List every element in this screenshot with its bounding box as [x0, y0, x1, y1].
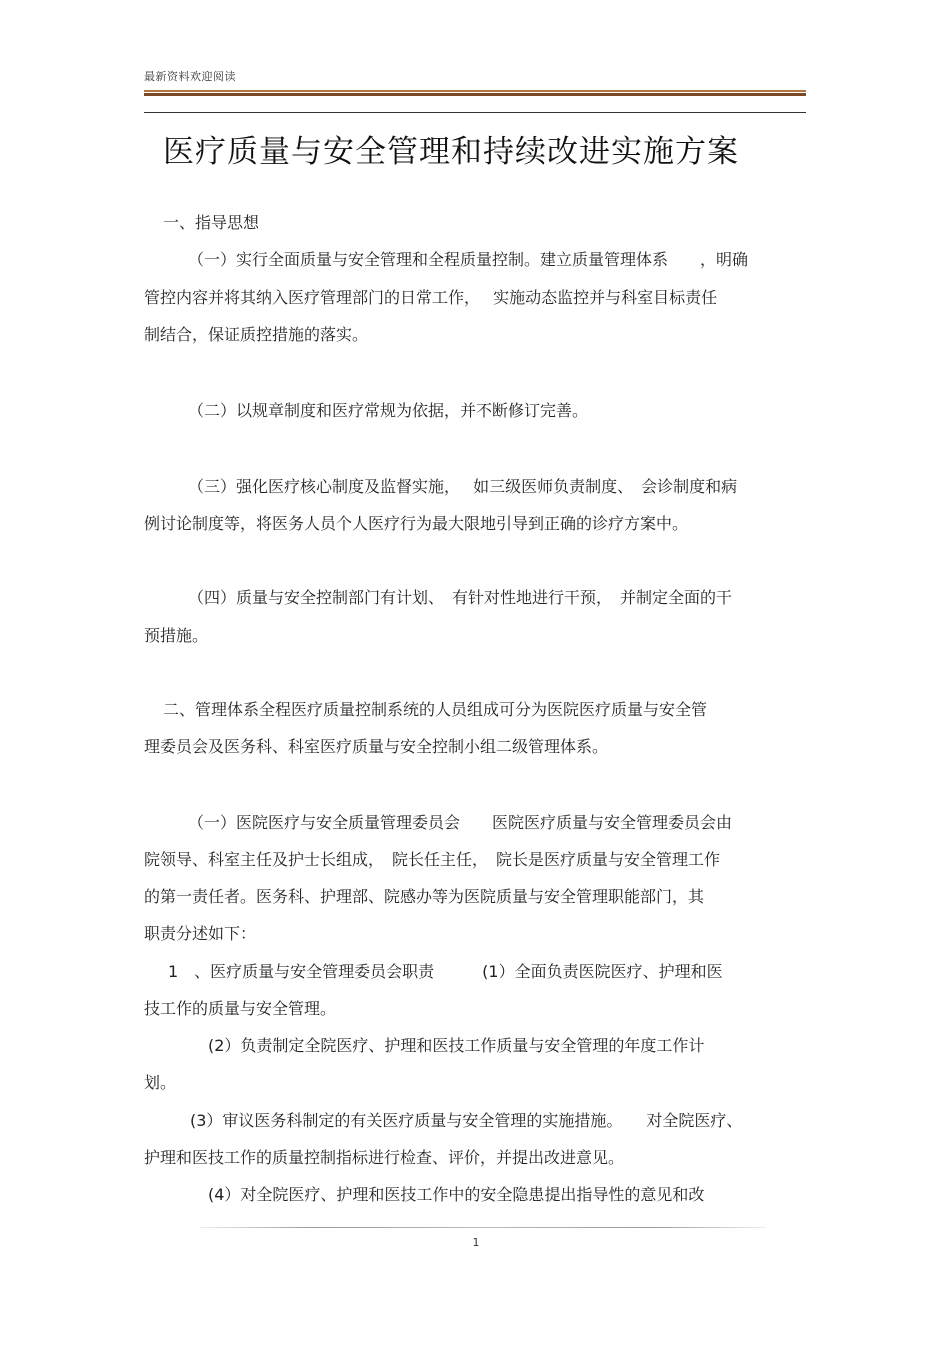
paragraph-line: 管控内容并将其纳入医疗管理部门的日常工作， 实施动态监控并与科室目标责任 [144, 288, 718, 307]
paragraph-line: (3）审议医务科制定的有关医疗质量与安全管理的实施措施。 对全院医疗、 [190, 1111, 743, 1130]
paragraph-line: (2）负责制定全院医疗、护理和医技工作质量与安全管理的年度工作计 [208, 1036, 705, 1055]
header-text: 最新资料欢迎阅读 [144, 70, 236, 83]
footer-rule [200, 1227, 766, 1228]
paragraph-line: 制结合，保证质控措施的落实。 [144, 325, 369, 344]
paragraph-line: 职责分述如下： [144, 924, 257, 943]
paragraph-line: 的第一责任者。医务科、护理部、院感办等为医院质量与安全管理职能部门，其 [144, 887, 705, 906]
paragraph-line: 预措施。 [144, 626, 209, 645]
header-thin-rule [144, 112, 806, 113]
paragraph-line: 护理和医技工作的质量控制指标进行检查、评价，并提出改进意见。 [144, 1148, 625, 1167]
header-decorative-rule [144, 90, 806, 96]
paragraph-line: 1 、医疗质量与安全管理委员会职责 (1）全面负责医院医疗、护理和医 [168, 962, 723, 981]
document-title: 医疗质量与安全管理和持续改进实施方案 [163, 134, 739, 170]
paragraph-line: （四）质量与安全控制部门有计划、 有针对性地进行干预， 并制定全面的干 [188, 588, 733, 607]
paragraph-line: （一）医院医疗与安全质量管理委员会 医院医疗质量与安全管理委员会由 [188, 813, 733, 832]
paragraph-line: 例讨论制度等，将医务人员个人医疗行为最大限地引导到正确的诊疗方案中。 [144, 514, 689, 533]
paragraph-line: (4）对全院医疗、护理和医技工作中的安全隐患提出指导性的意见和改 [208, 1185, 705, 1204]
section-heading: 二、管理体系全程医疗质量控制系统的人员组成可分为医院医疗质量与安全管 [163, 700, 708, 719]
paragraph-line: （二）以规章制度和医疗常规为依据，并不断修订完善。 [188, 401, 589, 420]
paragraph-line: （一）实行全面质量与安全管理和全程质量控制。建立质量管理体系 ，明确 [188, 250, 749, 269]
paragraph-line: （三）强化医疗核心制度及监督实施， 如三级医师负责制度、 会诊制度和病 [188, 477, 738, 496]
paragraph-line: 理委员会及医务科、科室医疗质量与安全控制小组二级管理体系。 [144, 737, 609, 756]
section-heading: 一、指导思想 [163, 213, 260, 232]
paragraph-line: 划。 [144, 1073, 177, 1092]
paragraph-line: 技工作的质量与安全管理。 [144, 999, 337, 1018]
paragraph-line: 院领导、科室主任及护士长组成， 院长任主任， 院长是医疗质量与安全管理工作 [144, 850, 721, 869]
page-number: 1 [472, 1236, 480, 1249]
